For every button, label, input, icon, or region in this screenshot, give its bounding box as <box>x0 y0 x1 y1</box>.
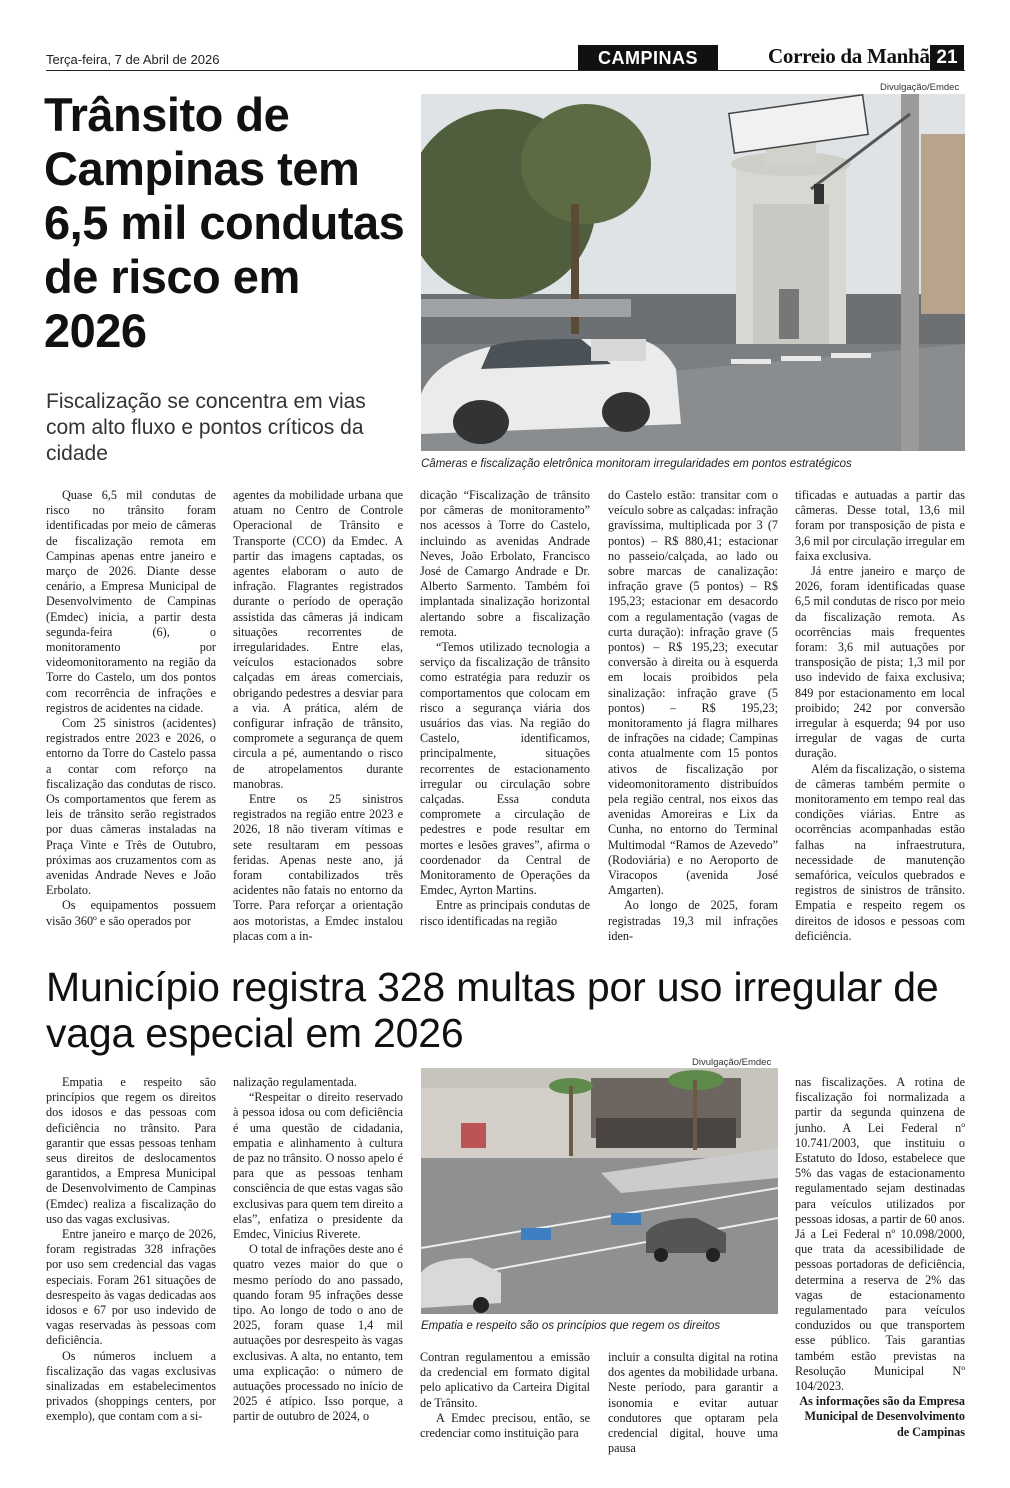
newspaper-brand: Correio da Manhã <box>768 44 930 68</box>
article1-headline: Trânsito de Campinas tem 6,5 mil condutas de risco em 2026 <box>44 88 405 357</box>
article2-col2-para-3: O total de infrações deste ano é quatro vezes maior do que o mesmo período do ano passado, quando foram 95 infrações desse tipo. Ao longo de todo o ano de 2025, foram quase 1,4 mil autuações por desrespeito às vagas exclusivas. A alta, no entanto, tem uma explicação: o número de autuações processado no início de 2025 é atípico. Isso porque, a partir de outubro de 2024, o <box>233 1242 403 1424</box>
article1-col4-para-1: do Castelo estão: transitar com o veículo sobre as calçadas: infração gravíssima, multiplicada por 3 (7 pontos) – R$ 880,41; estacionar no passeio/calçada, ao lado ou sobre marcas de canalização: infração grave (5 pontos) – R$ 195,23; estacionar em desacordo com a regulamentação (vagas de curta duração): infração grave (5 pontos) – R$ 195,23; executar conversão à direita ou à esquerda em locais proibidos pela sinalização: infração grave (5 pontos) – R$ 195,23; monitoramento já flagra milhares de infrações na cidade; Campinas conta atualmente com 15 pontos ativos de fiscalização por videomonitoramento distribuídos pela região central, nos eixos das avenidas Amoreiras e Lix da Cunha, no entorno do Terminal Multimodal “Ramos de Azevedo” (Rodoviária) e no Aeroporto de Viracopos (avenida José Amgarten). <box>608 488 778 898</box>
article1-column-5 <box>795 488 965 944</box>
article1-col1-para-1: Quase 6,5 mil condutas de risco no trânsito foram identificadas por meio de câmeras de fiscalização remota em Campinas apenas entre janeiro e março de 2026. Diante desse cenário, a Empresa Municipal de Desenvolvimento de Campinas (Emdec) inicia, a partir desta segunda-feira (6), o monitoramento por videomonitoramento na região da Torre do Castelo, um dos pontos com recorrência de infrações e registros de acidentes na cidade. <box>46 488 216 715</box>
article2-col4-para-1: incluir a consulta digital na rotina dos agentes da mobilidade urbana. Neste período, para garantir a isonomia e evitar autuar condutores que optaram pela credencial digital, houve uma pausa <box>608 1350 778 1456</box>
article1-col2-para-2: Entre os 25 sinistros registrados na região entre 2023 e 2026, 18 não tiveram vítimas e sete resultaram em pessoas feridas. Apenas neste ano, já foram contabilizados três acidentes não fatais no entorno da Torre. Para reforçar a orientação aos motoristas, a Emdec instalou placas com a in- <box>233 792 403 943</box>
article1-col5-para-2: Já entre janeiro e março de 2026, foram identificadas quase 6,5 mil condutas de risco por meio da fiscalização remota. As ocorrências mais frequentes foram: 3,6 mil autuações por transposição de pista; 1,3 mil por uso indevido de faixa exclusiva; 849 por estacionamento em local proibido; 242 por conversão irregular à esquerda; 94 por uso irregular de vagas de curta duração. <box>795 564 965 761</box>
header-rule <box>46 70 965 71</box>
article2-column-2 <box>233 1075 403 1425</box>
article2-source-signature: As informações são da Empresa Municipal de Desenvolvimento de Campinas <box>799 1394 965 1439</box>
section-label: CAMPINAS <box>578 45 718 71</box>
article1-column-1 <box>46 488 216 929</box>
article1-col2-para-1: agentes da mobilidade urbana que atuam no Centro de Controle Operacional de Trânsito e Transporte (CCO) da Emdec. A partir das imagens captadas, os agentes elaboram o auto de infração. Flagrantes registrados durante o período de operação assistida das câmeras já indicam situações recorrentes de irregularidades. Entre elas, veículos estacionados sobre calçadas em áreas comerciais, obrigando pedestres a desviar para a via. A prática, além de configurar infração de trânsito, compromete a segurança de quem circula a pé, aumentando o risco de atropelamentos durante manobras. <box>233 488 403 791</box>
article2-photo-parking <box>421 1068 778 1314</box>
article2-column-4 <box>608 1350 778 1456</box>
article1-col5-para-3: Além da fiscalização, o sistema de câmeras também permite o monitoramento em tempo real das condições viárias. Entre as ocorrências acompanhadas estão falhas na infraestrutura, necessidade de manutenção semafórica, veículos quebrados e registros de sinistros de trânsito. Empatia e respeito regem os direitos de idosos e pessoas com deficiência. <box>795 761 965 943</box>
article2-column-3 <box>420 1350 590 1441</box>
article2-col3-para-1: Contran regulamentou a emissão da credencial em formato digital pelo aplicativo da Carteira Digital de Trânsito. <box>420 1350 590 1410</box>
article1-subheadline: Fiscalização se concentra em vias com alto fluxo e pontos críticos da cidade <box>46 390 366 465</box>
article1-col3-para-2: “Temos utilizado tecnologia a serviço da fiscalização de trânsito como estratégia para reduzir os comportamentos que colocam em risco a segurança viária dos usuários das vias. Na região do Castelo, identificamos, principalmente, situações recorrentes de estacionamento irregular ou circulação sobre calçadas. Essa conduta compromete a circulação de pedestres e pode resultar em mortes e lesões graves”, afirma o coordenador da Central de Monitoramento de Operações da Emdec, Ayrton Martins. <box>420 640 590 898</box>
article1-column-3 <box>420 488 590 929</box>
castle-tower-illustration <box>421 94 965 451</box>
article1-photo-castle-tower <box>421 94 965 451</box>
article2-col1-para-1: Empatia e respeito são princípios que regem os direitos dos idosos e das pessoas com deficiência no trânsito. Para garantir que essas pessoas tenham seus direitos de deslocamentos garantidos, a Empresa Municipal de Desenvolvimento de Campinas (Emdec) realiza a fiscalização do uso das vagas exclusivas. <box>46 1075 216 1226</box>
parking-lot-illustration <box>421 1068 778 1314</box>
article1-col5-para-1: tificadas e autuadas a partir das câmeras. Desse total, 13,6 mil foram por transposição de pista e 3,6 mil por circulação irregular em faixa exclusiva. <box>795 488 965 563</box>
article2-col2-para-1: nalização regulamentada. <box>233 1075 357 1089</box>
article2-photo-caption: Empatia e respeito são os princípios que regem os direitos <box>421 1320 721 1332</box>
article2-col2-para-2: “Respeitar o direito reservado à pessoa idosa ou com deficiência é uma questão de cidadania, empatia e alinhamento à cultura de paz no trânsito. O nosso apelo é para que as pessoas tenham consciência de que estas vagas são exclusivas para quem tem direito a elas”, enfatiza o presidente da Emdec, Vinicius Riverete. <box>233 1090 403 1242</box>
article1-col4-para-2: Ao longo de 2025, foram registradas 19,3 mil infrações iden- <box>608 898 778 943</box>
article2-headline: Município registra 328 multas por uso irregular de vaga especial em 2026 <box>46 964 939 1056</box>
article2-col1-para-3: Os números incluem a fiscalização das vagas exclusivas sinalizadas em estabelecimentos privados (shoppings centers, por exemplo), que contam com a si- <box>46 1348 216 1424</box>
article1-col3-para-3: Entre as principais condutas de risco identificadas na região <box>420 898 590 928</box>
article2-col3-para-2: A Emdec precisou, então, se credenciar como instituição para <box>420 1410 590 1441</box>
article1-col1-para-3: Os equipamentos possuem visão 360º e são operados por <box>46 898 216 928</box>
article2-column-5 <box>795 1075 965 1440</box>
article1-column-2 <box>233 488 403 944</box>
article2-col5-para-1: nas fiscalizações. A rotina de fiscalização foi normalizada a partir da segunda quinzena de junho. A Lei Federal nº 10.741/2003, que instituiu o Estatuto do Idoso, estabelece que 5% das vagas de estacionamento regulamentado sejam destinadas para veículos utilizados por pessoas idosas, a partir de 60 anos. Já a Lei Federal nº 10.098/2000, que trata da acessibilidade de pessoas portadoras de deficiência, determina a reserva de 2% das vagas de estacionamento regulamentado para veículos conduzidos ou que transportem esse público. Tais garantias também estão previstas na Resolução Municipal Nº 104/2023. <box>795 1075 965 1394</box>
page-number: 21 <box>930 45 964 71</box>
article1-photo-credit: Divulgação/Emdec <box>880 82 960 93</box>
article1-col3-para-1: dicação “Fiscalização de trânsito por câmeras de monitoramento” nos acessos à Torre do Castelo, incluindo as avenidas Andrade Neves, João Erbolato, Francisco José de Camargo Andrade e Dr. Alberto Sarmento. Também foi implantada sinalização horizontal alertando sobre a fiscalização remota. <box>420 488 590 639</box>
edition-date: Terça-feira, 7 de Abril de 2026 <box>46 52 220 67</box>
article1-photo-caption: Câmeras e fiscalização eletrônica monitoram irregularidades em pontos estratégicos <box>421 458 852 470</box>
article2-column-1 <box>46 1075 216 1425</box>
article2-col1-para-2: Entre janeiro e março de 2026, foram registradas 328 infrações por uso sem credencial das vagas especiais. Foram 261 situações de desrespeito às vagas dedicadas aos idosos e 67 por uso indevido de vagas reservadas às pessoas com deficiência. <box>46 1227 216 1348</box>
article1-column-4 <box>608 488 778 944</box>
article2-photo-credit: Divulgação/Emdec <box>692 1057 772 1068</box>
article1-col1-para-2: Com 25 sinistros (acidentes) registrados entre 2023 e 2026, o entorno da Torre do Castelo passa a contar com reforço na fiscalização das condutas de risco. Os comportamentos que ferem as leis de trânsito serão registrados por duas câmeras instaladas na Praça Vinte e Três de Outubro, próximas aos cruzamentos com as avenidas Andrade Neves e João Erbolato. <box>46 716 216 898</box>
